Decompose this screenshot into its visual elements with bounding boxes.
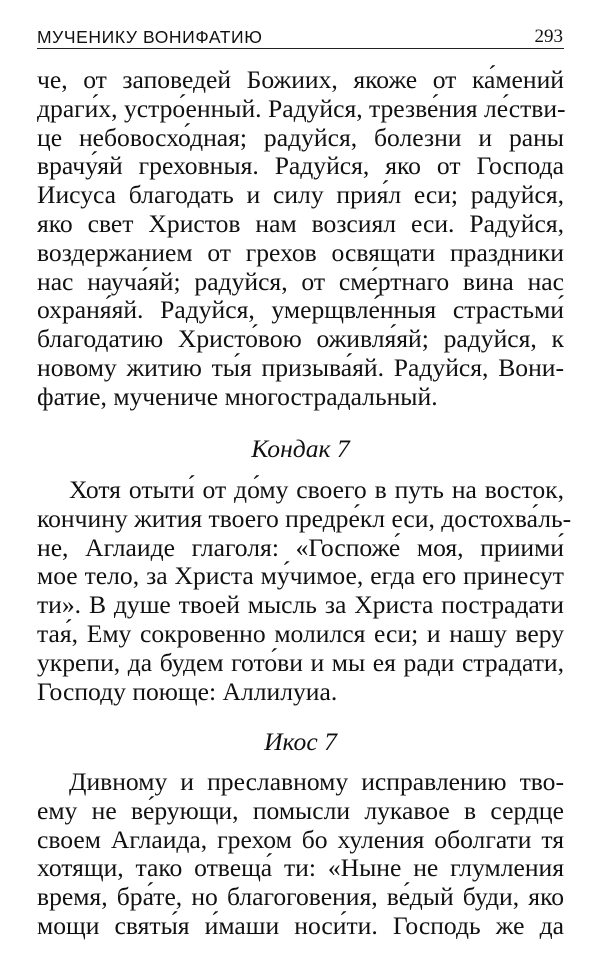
text-line: врачу́яй греховныя. Радуйся, яко от Господа <box>37 151 564 181</box>
text-line: хотящи, тако отвеща́ ти: «Ныне не глумления <box>37 853 564 883</box>
text-line: своем Аглаида, грехом бо хуления оболгати тя <box>37 824 564 854</box>
text-line: ти». В душе твоей мысль за Христа пострадати <box>37 590 564 620</box>
kondak-7-heading: Кондак 7 <box>251 434 350 463</box>
page-number: 293 <box>534 26 563 47</box>
text-line: время, бра́те, но благоговения, ве́дый буди, яко <box>37 882 564 912</box>
running-title: МУЧЕНИКУ ВОНИФАТИЮ <box>37 27 263 47</box>
text-line: благодатию Христо́вою оживля́яй; радуйся, к <box>37 324 564 354</box>
ikos-7-heading: Икос 7 <box>264 727 337 756</box>
text-line: це небовосхо́дная; радуйся, болезни и раны <box>37 122 564 152</box>
text-line: Господу поюще: Аллилуиа. <box>37 676 338 706</box>
kondak-7-text <box>37 475 572 706</box>
ikos-7-text <box>37 768 564 941</box>
text-line: Дивному и преславному исправлению тво- <box>69 767 564 796</box>
text-line: тая́, Ему сокровенно молился еси; и нашу веру <box>37 618 564 648</box>
text-line: новому житию ты́я призыва́яй. Радуйся, Вони- <box>37 352 564 382</box>
text-line: не, Аглаиде глаголя: «Госпоже́ моя, приими́ <box>37 532 564 562</box>
text-line: мое тело, за Христа му́чимое, егда его принесут <box>37 561 564 591</box>
text-line: ему не ве́рующи, помысли лукавое в сердце <box>37 795 564 825</box>
text-line: кончину жития твоего предре́кл еси, достохва́ль- <box>37 503 572 533</box>
text-line: укрепи, да будем гото́ви и мы ея ради страдати, <box>37 647 564 677</box>
text-line: Хотя отыти́ от до́му своего в путь на восток, <box>69 475 564 504</box>
text-line: нас науча́яй; радуйся, от сме́ртнаго вина нас <box>37 266 564 296</box>
text-line: драги́х, устро́енный. Радуйся, трезве́ния ле́стви- <box>37 93 566 123</box>
text-line: охраня́яй. Радуйся, умерщвле́нныя страстьми́ <box>37 295 564 325</box>
text-line: воздержанием от грехов освящати праздники <box>37 237 564 267</box>
text-line: че, от заповедей Божиих, якоже от ка́мений <box>37 65 564 94</box>
ikos-6-continuation <box>37 66 564 412</box>
text-line: Иисуса благодать и силу прия́л еси; радуйся, <box>37 180 564 210</box>
text-line: мощи святы́я и́маши носи́ти. Господь же да <box>37 910 564 940</box>
text-line: яко свет Христов нам возсиял еси. Радуйся, <box>37 208 564 238</box>
running-header <box>37 26 564 49</box>
text-line: фатие, мучениче многострадальный. <box>37 381 438 411</box>
